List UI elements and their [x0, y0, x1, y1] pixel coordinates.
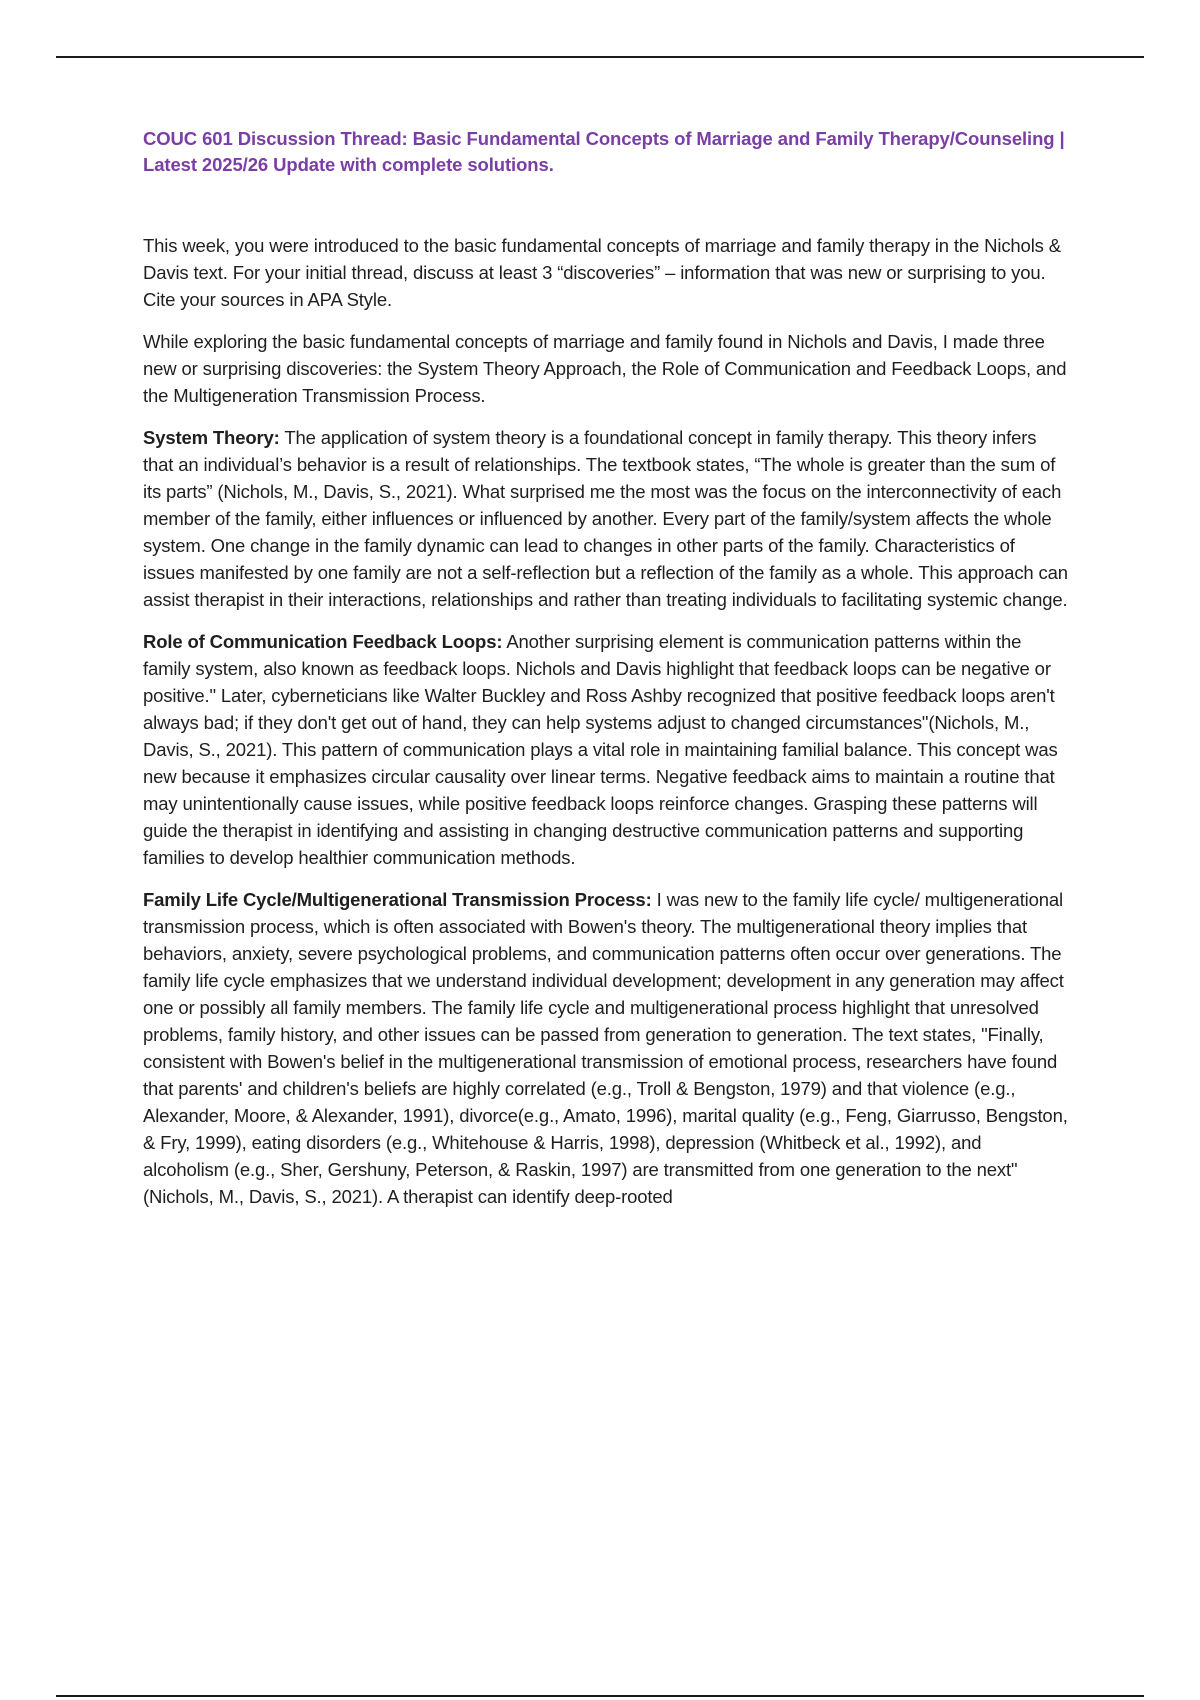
intro-paragraph: While exploring the basic fundamental concepts of marriage and family found in Nichols and Davis, I made three new or surprising discoveries: the System Theory Approach, the Role of Communication and Feedback Loops, and the Multigeneration Transmission Process. [143, 331, 1067, 406]
document-title: COUC 601 Discussion Thread: Basic Fundamental Concepts of Marriage and Family Therapy/Counseling | Latest 2025/26 Update with complete solutions. [143, 128, 1065, 175]
section-body: Another surprising element is communication patterns within the family system, also known as feedback loops. Nichols and Davis highlight that feedback loops can be negative or positive." Later, cyberneticians like Walter Buckley and Ross Ashby recognized that positive feedback loops aren't always bad; if they don't get out of hand, they can help systems adjust to changed circumstances"(Nichols, M., Davis, S., 2021). This pattern of communication plays a vital role in maintaining familial balance. This concept was new because it emphasizes circular causality over linear terms. Negative feedback aims to maintain a routine that may unintentionally cause issues, while positive feedback loops reinforce changes. Grasping these patterns will guide the therapist in identifying and assisting in changing destructive communication patterns and supporting families to develop healthier communication methods. [143, 631, 1058, 868]
section-heading: Family Life Cycle/Multigenerational Transmission Process: [143, 889, 652, 910]
section-multigenerational [143, 886, 1068, 1210]
footer-rule [56, 1695, 1144, 1697]
section-system-theory [143, 424, 1068, 613]
section-heading: System Theory: [143, 427, 280, 448]
section-body: I was new to the family life cycle/ multigenerational transmission process, which is often associated with Bowen's theory. The multigenerational theory implies that behaviors, anxiety, severe psychological problems, and communication patterns often occur over generations. The family life cycle emphasizes that we understand individual development; development in any generation may affect one or possibly all family members. The family life cycle and multigenerational process highlight that unresolved problems, family history, and other issues can be passed from generation to generation. The text states, "Finally, consistent with Bowen's belief in the multigenerational transmission of emotional process, researchers have found that parents' and children's beliefs are highly correlated (e.g., Troll & Bengston, 1979) and that violence (e.g., Alexander, Moore, & Alexander, 1991), divorce(e.g., Amato, 1996), marital quality (e.g., Feng, Giarrusso, Bengston, & Fry, 1999), eating disorders (e.g., Whitehouse & Harris, 1998), depression (Whitbeck et al., 1992), and alcoholism (e.g., Sher, Gershuny, Peterson, & Raskin, 1997) are transmitted from one generation to the next"(Nichols, M., Davis, S., 2021). A therapist can identify deep-rooted [143, 889, 1068, 1207]
section-body: The application of system theory is a foundational concept in family therapy. This theory infers that an individual’s behavior is a result of relationships. The textbook states, “The whole is greater than the sum of its parts” (Nichols, M., Davis, S., 2021). What surprised me the most was the focus on the interconnectivity of each member of the family, either influences or influenced by another. Every part of the family/system affects the whole system. One change in the family dynamic can lead to changes in other parts of the family. Characteristics of issues manifested by one family are not a self-reflection but a reflection of the family as a whole. This approach can assist therapist in their interactions, relationships and rather than treating individuals to facilitating systemic change. [143, 427, 1068, 610]
section-heading: Role of Communication Feedback Loops: [143, 631, 503, 652]
section-feedback-loops [143, 628, 1068, 871]
header-rule [56, 56, 1144, 58]
document-body [143, 126, 1068, 1225]
assignment-prompt: This week, you were introduced to the basic fundamental concepts of marriage and family therapy in the Nichols & Davis text. For your initial thread, discuss at least 3 “discoveries” – information that was new or surprising to you. Cite your sources in APA Style. [143, 235, 1061, 310]
